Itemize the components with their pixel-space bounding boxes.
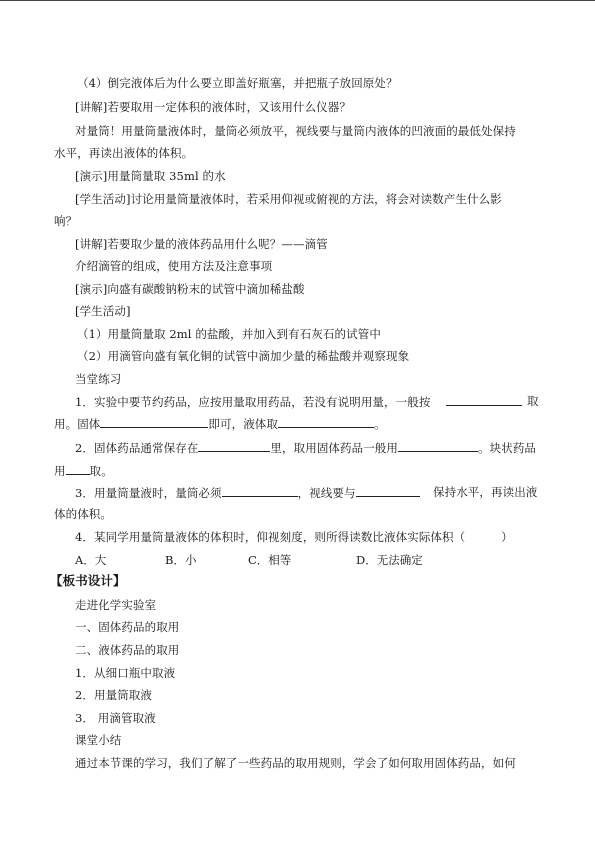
exercise-1-text-c: 用。固体 xyxy=(54,417,101,431)
student-activity-line-1: [学生活动]讨论用量筒量液体时，若采用仰视或俯视的方法，将会对读数产生什么影 xyxy=(75,192,502,206)
exercise-2-text-d: 用 xyxy=(54,464,66,478)
exercise-3-text-a: 3．用量筒量液时，量筒必须 xyxy=(75,486,222,500)
exercise-1-blank-3[interactable] xyxy=(278,416,374,428)
exercise-2-blank-2[interactable] xyxy=(398,440,478,452)
board-sub-1: 1．从细口瓶中取液 xyxy=(75,666,176,680)
exercise-2-text-c: 。块状药品 xyxy=(478,441,537,455)
summary-heading: 课堂小结 xyxy=(75,733,122,747)
board-design-heading: 【板书设计】 xyxy=(50,573,126,588)
exercise-3-line-1 xyxy=(75,485,420,500)
exercise-2-blank-3[interactable] xyxy=(66,463,90,475)
exercise-4-line xyxy=(75,530,513,544)
summary-text: 通过本节课的学习，我们了解了一些药品的取用规则，学会了如何取用固体药品，如何 xyxy=(75,756,516,770)
exercise-1-text-b: 取 xyxy=(527,394,539,408)
student-activity-line-2: 响？ xyxy=(54,214,78,228)
activity-item-2: （2）用滴管向盛有氧化铜的试管中滴加少量的稀盐酸并观察现象 xyxy=(77,349,410,363)
activity-item-1: （1）用量筒量取 2ml 的盐酸，并加入到有石灰石的试管中 xyxy=(77,327,381,341)
exercise-2-text-a: 2．固体药品通常保存在 xyxy=(75,441,199,455)
board-item-1: 一、固体药品的取用 xyxy=(75,620,180,634)
demo-add-acid: [演示]向盛有碳酸钠粉末的试管中滴加稀盐酸 xyxy=(75,282,305,296)
answer-line-2: 水平，再读出液体的体积。 xyxy=(54,146,194,160)
board-title: 走进化学实验室 xyxy=(75,598,157,612)
exercise-3-text-d: 体的体积。 xyxy=(54,507,112,521)
exercise-2-line-2 xyxy=(54,463,113,478)
exercise-2-text-e: 取。 xyxy=(89,464,113,478)
exercise-4-option-b: B．小 xyxy=(165,553,197,567)
exercise-1-text-d: 即可，液体取 xyxy=(208,417,279,431)
exercise-3-blank-2[interactable] xyxy=(356,485,420,497)
board-sub-2: 2．用量筒取液 xyxy=(75,688,153,702)
exercise-1-blank-2[interactable] xyxy=(100,416,208,428)
answer-line-1: 对量筒！用量筒量液体时，量筒必须放平，视线要与量筒内液体的凹液面的最低处保持 xyxy=(75,124,516,138)
exercise-2-line-1 xyxy=(75,440,536,455)
demo-measure-water: [演示]用量筒量取 35ml 的水 xyxy=(75,169,226,183)
exercise-1-text-e: 。 xyxy=(374,417,386,431)
exercise-3-blank-1[interactable] xyxy=(222,485,298,497)
exercise-1-text-a: 1．实验中要节约药品，应按用量取用药品，若没有说明用量，一般按 xyxy=(75,395,431,409)
explain-volume: [讲解]若要取用一定体积的液体时，又该用什么仪器？ xyxy=(75,100,351,114)
exercise-4-text-a: 4．某同学用量筒量液体的体积时，仰视刻度，则所得读数比液体实际体积（ xyxy=(75,530,466,544)
exercise-4-option-d: D．无法确定 xyxy=(356,553,423,567)
practice-heading: 当堂练习 xyxy=(75,372,122,386)
board-item-2: 二、液体药品的取用 xyxy=(75,643,180,657)
exercise-1-line-1 xyxy=(75,394,522,409)
board-sub-3: 3． 用滴管取液 xyxy=(75,711,156,725)
exercise-2-blank-1[interactable] xyxy=(198,440,270,452)
exercise-1-line-2 xyxy=(54,416,386,431)
exercise-2-text-b: 里，取用固体药品一般用 xyxy=(270,441,399,455)
exercise-4-text-b: ） xyxy=(501,530,513,544)
student-activity-2: [学生活动] xyxy=(75,304,131,318)
exercise-3-text-b: ，视线要与 xyxy=(297,486,356,500)
exercise-4-option-a: A．大 xyxy=(75,553,107,567)
exercise-4-option-c: C．相等 xyxy=(248,553,292,567)
exercise-1-blank-1[interactable] xyxy=(446,394,522,406)
question-4: （4）倒完液体后为什么要立即盖好瓶塞，并把瓶子放回原处？ xyxy=(77,76,398,90)
explain-dropper: [讲解]若要取少量的液体药品用什么呢？——滴管 xyxy=(75,237,328,251)
exercise-3-text-c: 保持水平，再读出液 xyxy=(433,485,538,499)
intro-dropper: 介绍滴管的组成，使用方法及注意事项 xyxy=(75,259,273,273)
